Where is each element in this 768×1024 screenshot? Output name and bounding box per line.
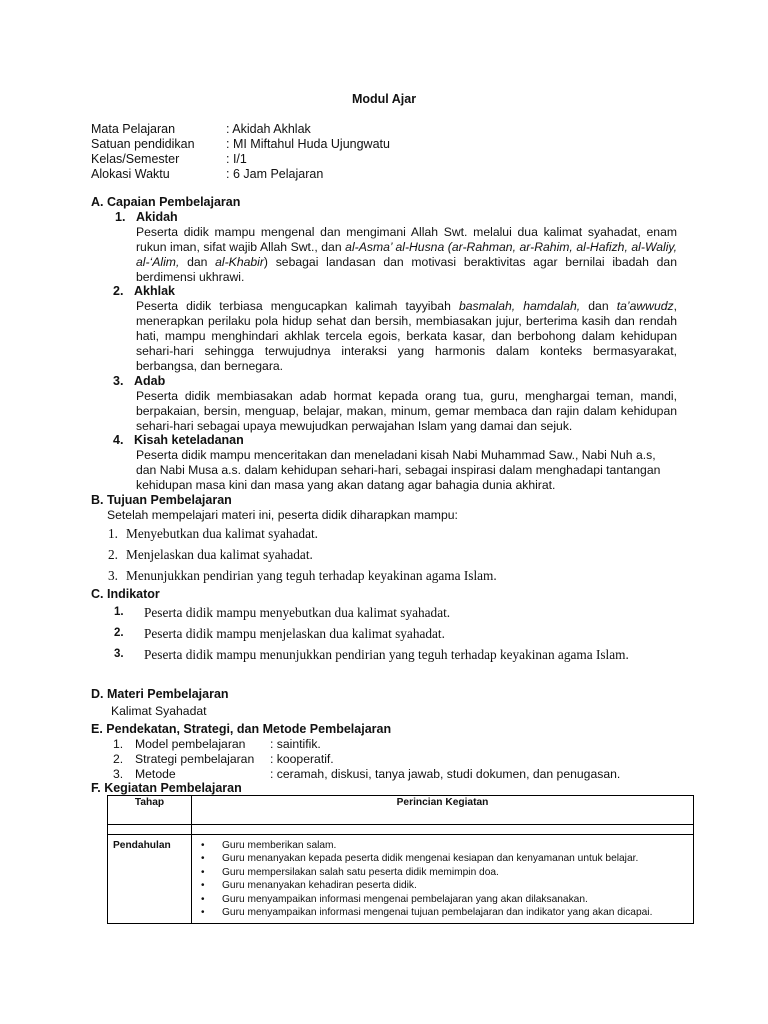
capaian-item-heading xyxy=(113,433,244,448)
item-number: 1. xyxy=(114,606,124,618)
item-value: : ceramah, diskusi, tanya jawab, studi dokumen, dan penugasan. xyxy=(270,767,621,781)
list-item xyxy=(113,752,620,767)
item-number: 3. xyxy=(108,568,118,583)
table-row xyxy=(108,835,694,924)
meta-row xyxy=(91,167,390,182)
meta-label: Mata Pelajaran xyxy=(91,122,176,136)
indikator-list xyxy=(114,602,679,665)
list-item xyxy=(114,623,679,644)
table-spacer-row xyxy=(108,825,694,835)
meta-label: Alokasi Waktu xyxy=(91,167,170,181)
item-label: Strategi pembelajaran xyxy=(135,752,255,766)
item-number: 3. xyxy=(113,767,124,781)
item-number: 2. xyxy=(108,547,118,562)
item-text: Guru memberikan salam. xyxy=(222,840,337,851)
item-number: 3. xyxy=(114,648,124,660)
section-e-heading: E. Pendekatan, Strategi, dan Metode Pembelajaran xyxy=(91,722,392,736)
text-run: , menerapkan perilaku pola hidup sehat dan bersih, membiasakan jujur, berterima kasih dan rendah hati, mampu menghindari akhlak tercela egois, berkata kasar, dan berbohong dalam kehidupan sehari-hari sehingga terwujudnya interaksi yang harmonis dalam konteks bermasyarakat, berbangsa, dan bernegara. xyxy=(136,299,678,373)
list-item xyxy=(201,839,687,852)
rincian-cell xyxy=(192,835,694,924)
list-item xyxy=(108,567,497,588)
list-item xyxy=(108,546,497,567)
item-text: Guru mempersilakan salah satu peserta didik memimpin doa. xyxy=(222,866,499,878)
spacer-cell xyxy=(108,825,192,835)
tujuan-intro: Setelah mempelajari materi ini, peserta didik diharapkan mampu: xyxy=(107,508,458,522)
section-f-heading: F. Kegiatan Pembelajaran xyxy=(91,781,242,795)
item-text: Menyebutkan dua kalimat syahadat. xyxy=(126,526,319,541)
item-number: 1. xyxy=(113,737,124,751)
text-run: Peserta didik terbiasa mengucapkan kalimah tayyibah xyxy=(136,299,459,313)
section-a-heading: A. Capaian Pembelajaran xyxy=(91,195,241,209)
section-c-heading: C. Indikator xyxy=(91,587,160,601)
column-header-rincian: Perincian Kegiatan xyxy=(192,796,694,825)
italic-term: al-Khabir xyxy=(215,255,264,269)
section-b-heading: B. Tujuan Pembelajaran xyxy=(91,493,232,507)
column-header-tahap: Tahap xyxy=(108,796,192,825)
item-number: 3. xyxy=(113,374,124,388)
capaian-item-heading xyxy=(113,374,165,389)
bullet-icon: • xyxy=(201,893,205,905)
capaian-paragraph xyxy=(136,448,677,493)
text-run: Peserta didik membiasakan adab hormat kepada orang tua, guru, menghargai teman, mandi, berpakaian, bersin, menguap, belajar, makan, minum, gemar membaca dan rajin dalam kehidupan sehari-hari sebagai upaya mewujudkan perwajahan Islam yang damai dan sejuk. xyxy=(136,389,677,433)
item-title: Akidah xyxy=(136,210,178,224)
bullet-icon: • xyxy=(201,880,205,892)
list-item xyxy=(108,525,497,546)
item-text: Guru menanyakan kepada peserta didik mengenai kesiapan dan kenyamanan untuk belajar. xyxy=(222,853,639,865)
item-text: Guru menyampaikan informasi mengenai tujuan pembelajaran dan indikator yang akan dicapai. xyxy=(222,907,653,919)
italic-term: al-Asma’ al-Husna (ar-Rahman, ar-Rahim, al-Hafizh, al-Waliy, al-‘Alim, xyxy=(136,240,677,269)
list-item xyxy=(201,866,687,879)
meta-value: : Akidah Akhlak xyxy=(226,122,311,136)
tahap-cell: Pendahulan xyxy=(108,835,192,924)
meta-row xyxy=(91,152,390,167)
table-header-row xyxy=(108,796,694,825)
list-item xyxy=(114,644,679,665)
identity-block xyxy=(91,122,390,182)
metode-list xyxy=(113,737,620,782)
meta-row xyxy=(91,137,390,152)
italic-term: basmalah, hamdalah, xyxy=(458,299,581,313)
item-number: 1. xyxy=(108,526,118,541)
meta-value: : I/1 xyxy=(226,152,247,166)
item-text: Guru menanyakan kehadiran peserta didik. xyxy=(222,880,417,892)
item-text: Peserta didik mampu menyebutkan dua kalimat syahadat. xyxy=(144,605,451,620)
item-text: Peserta didik mampu menunjukkan pendirian yang teguh terhadap keyakinan agama Islam. xyxy=(144,647,629,662)
materi-content: Kalimat Syahadat xyxy=(111,704,207,718)
list-item xyxy=(201,893,687,906)
item-number: 2. xyxy=(113,284,124,298)
tujuan-list xyxy=(108,525,497,588)
meta-label: Kelas/Semester xyxy=(91,152,180,166)
item-text: Guru menyampaikan informasi mengenai pembelajaran yang akan dilaksanakan. xyxy=(222,893,588,905)
capaian-item-heading xyxy=(115,210,178,225)
list-item xyxy=(201,906,687,919)
item-number: 2. xyxy=(114,627,124,639)
item-label: Model pembelajaran xyxy=(135,737,246,751)
item-value: : kooperatif. xyxy=(270,752,334,766)
text-run: Peserta didik mampu menceritakan dan meneladani kisah Nabi Muhammad Saw., Nabi Nuh a.s, dan Nabi Musa a.s. dalam kehidupan sehari-hari, sebagai inspirasi dalam menghadapi tantangan kehidupan masa kini dan masa yang akan datang agar bahagia dunia akhirat. xyxy=(136,448,661,492)
item-title: Adab xyxy=(134,374,166,388)
item-value: : saintifik. xyxy=(270,737,321,751)
list-item xyxy=(201,852,687,865)
bullet-icon: • xyxy=(201,907,205,919)
item-number: 4. xyxy=(113,433,124,447)
capaian-paragraph xyxy=(136,389,677,434)
text-run: Peserta didik mampu mengenal dan mengimani Allah Swt. melalui dua kalimat syahadat, enam rukun iman, sifat wajib Allah Swt., dan xyxy=(136,225,677,254)
spacer-cell xyxy=(192,825,694,835)
item-number: 1. xyxy=(115,210,126,224)
italic-term: ta’awwudz xyxy=(616,299,674,313)
text-run: dan xyxy=(580,299,617,313)
capaian-item-heading xyxy=(113,284,175,299)
item-title: Akhlak xyxy=(134,284,175,298)
item-text: Menjelaskan dua kalimat syahadat. xyxy=(126,547,313,562)
bullet-icon: • xyxy=(201,853,205,865)
item-number: 2. xyxy=(113,752,124,766)
kegiatan-table xyxy=(107,795,694,924)
meta-row xyxy=(91,122,390,137)
capaian-paragraph xyxy=(136,225,677,285)
item-text: Peserta didik mampu menjelaskan dua kalimat syahadat. xyxy=(144,626,445,641)
list-item xyxy=(113,737,620,752)
list-item xyxy=(113,767,620,782)
bullet-icon: • xyxy=(201,866,205,878)
list-item xyxy=(114,602,679,623)
meta-value: : 6 Jam Pelajaran xyxy=(226,167,324,181)
text-run: dan xyxy=(179,255,216,269)
list-item xyxy=(201,879,687,892)
item-text: Menunjukkan pendirian yang teguh terhadap keyakinan agama Islam. xyxy=(126,568,497,583)
item-title: Kisah keteladanan xyxy=(134,433,244,447)
document-title: Modul Ajar xyxy=(351,92,417,106)
capaian-paragraph xyxy=(136,299,677,374)
bullet-icon: • xyxy=(201,840,205,851)
kegiatan-list xyxy=(192,835,693,923)
meta-label: Satuan pendidikan xyxy=(91,137,195,151)
item-label: Metode xyxy=(135,767,176,781)
meta-value: : MI Miftahul Huda Ujungwatu xyxy=(226,137,390,151)
text-run: ) sebagai landasan dan motivasi beraktivitas agar bernilai ibadah dan berdimensi ukhrawi. xyxy=(136,255,677,284)
section-d-heading: D. Materi Pembelajaran xyxy=(91,687,229,701)
